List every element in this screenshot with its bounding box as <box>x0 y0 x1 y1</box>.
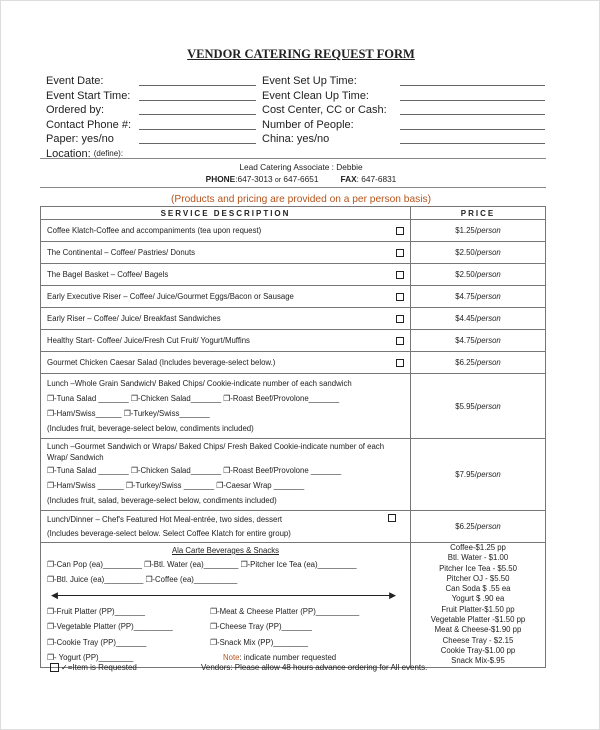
alacarte-price: Pitcher Ice Tea - $5.50 <box>439 563 517 573</box>
field-input[interactable] <box>400 132 545 144</box>
field-input[interactable] <box>400 89 545 101</box>
price-cell: $7.95/person <box>411 439 546 511</box>
alacarte-price: Fruit Platter-$1.50 pp <box>441 604 515 614</box>
snack-item[interactable]: ❐-Fruit Platter (PP)_______ <box>47 606 145 616</box>
or-text: or <box>274 177 282 184</box>
alacarte-price: Snack Mix-$.95 <box>451 656 505 666</box>
price-cell: $5.95/person <box>411 374 546 439</box>
select-checkbox[interactable] <box>396 249 404 257</box>
alacarte-price: Pitcher OJ - $5.50 <box>446 573 510 583</box>
alacarte-price: Cookie Tray-$1.00 pp <box>440 645 516 655</box>
field-label: China: yes/no <box>262 133 330 146</box>
snack-item[interactable]: ❐- Yogurt (PP)________ <box>47 653 134 663</box>
beverage-line[interactable]: ❐-Can Pop (ea)_________ ❐-Btl. Water (ea)________ ❐-Pitcher Ice Tea (ea)_________ <box>47 559 357 569</box>
divider <box>40 158 546 159</box>
lunch-line[interactable]: ❐-Ham/Swiss______ ❐-Turkey/Swiss_______ <box>47 409 210 418</box>
service-name: The Bagel Basket – Coffee/ Bagels <box>47 270 169 279</box>
price-cell: $4.45/person <box>411 308 546 330</box>
select-checkbox[interactable] <box>396 315 404 323</box>
field-label: Event Clean Up Time: <box>262 89 369 102</box>
phone: :647-3013 <box>235 174 275 184</box>
lunch-line[interactable]: Lunch –Gourmet Sandwich or Wraps/ Baked Chips/ Fresh Baked Cookie-indicate number of each Wrap/ Sandwich <box>47 442 385 462</box>
field-row <box>46 132 545 147</box>
field-input[interactable] <box>139 118 256 130</box>
form-title: VENDOR CATERING REQUEST FORM <box>187 47 415 61</box>
contact-info <box>1 161 600 187</box>
field-row <box>46 118 545 133</box>
lunch-line[interactable]: (Includes fruit, beverage-select below, condiments included) <box>47 424 254 433</box>
beverage-line[interactable]: ❐-Btl. Juice (ea)_________ ❐-Coffee (ea)__________ <box>47 575 238 585</box>
table-row <box>41 242 546 264</box>
field-label: Event Date: <box>46 75 104 87</box>
field-input[interactable] <box>400 103 545 115</box>
lunch-line[interactable]: ❐-Tuna Salad _______ ❐-Chicken Salad_______ ❐-Roast Beef/Provolone _______ <box>47 466 342 475</box>
price-cell: $4.75/person <box>411 330 546 352</box>
field-input[interactable] <box>400 118 545 130</box>
lead-associate: Lead Catering Associate : Debbie <box>239 162 363 172</box>
price-cell: $6.25/person <box>411 511 546 543</box>
table-row <box>41 330 546 352</box>
service-name: The Continental – Coffee/ Pastries/ Donuts <box>47 248 196 257</box>
arrow-icon: ◀ ▶ <box>51 589 396 600</box>
header-price: PRICE <box>411 207 546 220</box>
alacarte-price: Yogurt $ .90 ea <box>451 594 505 604</box>
service-name: Coffee Klatch-Coffee and accompaniments (tea upon request) <box>47 226 262 235</box>
lunch-line[interactable]: ❐-Tuna Salad _______ ❐-Chicken Salad_______ ❐-Roast Beef/Provolone_______ <box>47 394 340 403</box>
snack-item[interactable]: ❐-Cheese Tray (PP)_______ <box>210 622 312 632</box>
field-label: Paper: yes/no <box>46 133 114 146</box>
lunch-line[interactable]: Lunch –Whole Grain Sandwich/ Baked Chips/ Cookie-indicate number of each sandwich <box>47 379 352 388</box>
alacarte-title: Ala Carte Beverages & Snacks <box>171 545 280 555</box>
snack-item[interactable]: ❐-Snack Mix (PP)________ <box>210 637 308 647</box>
service-name: Lunch/Dinner – Chef's Featured Hot Meal-entrée, two sides, dessert <box>47 514 283 524</box>
field-input[interactable] <box>400 74 545 86</box>
alacarte-price: Cheese Tray - $2.15 <box>442 635 514 645</box>
price-cell: $6.25/person <box>411 352 546 374</box>
location-label: Location: <box>46 147 91 160</box>
legend-text: ✓=Item is Requested <box>61 663 137 672</box>
header-description: SERVICE DESCRIPTION <box>41 207 411 220</box>
field-row <box>46 103 545 118</box>
table-row <box>41 374 546 439</box>
alacarte-price: Meat & Cheese-$1.90 pp <box>434 625 522 635</box>
price-cell: $2.50/person <box>411 264 546 286</box>
table-row <box>41 511 546 543</box>
fax: : 647-6831 <box>356 174 397 184</box>
select-checkbox[interactable] <box>388 514 396 522</box>
note-text: : indicate number requested <box>239 653 337 663</box>
footer <box>50 663 427 672</box>
service-name: Early Executive Riser – Coffee/ Juice/Gourmet Eggs/Bacon or Sausage <box>47 292 294 301</box>
service-detail: (Includes beverage-select below. Select Coffee Klatch for entire group) <box>47 528 291 538</box>
lunch-line[interactable]: (Includes fruit, salad, beverage-select below, condiments included) <box>47 496 277 505</box>
price-cell: $4.75/person <box>411 286 546 308</box>
field-label: Cost Center, CC or Cash: <box>262 104 387 117</box>
field-label: Contact Phone #: <box>46 118 132 131</box>
service-name: Early Riser – Coffee/ Juice/ Breakfast Sandwiches <box>47 314 221 323</box>
field-input[interactable] <box>139 89 256 101</box>
alacarte-price: Btl. Water - $1.00 <box>447 553 509 563</box>
select-checkbox[interactable] <box>396 359 404 367</box>
snack-item[interactable]: ❐-Vegetable Platter (PP)_________ <box>47 622 173 632</box>
table-row <box>41 264 546 286</box>
price-cell: $2.50/person <box>411 242 546 264</box>
select-checkbox[interactable] <box>396 337 404 345</box>
field-input[interactable] <box>139 74 256 86</box>
field-label: Event Set Up Time: <box>262 75 357 87</box>
table-row <box>41 308 546 330</box>
table-row <box>41 439 546 511</box>
field-row <box>46 74 545 89</box>
price-cell: $1.25/person <box>411 220 546 242</box>
table-row <box>41 352 546 374</box>
snack-item[interactable]: ❐-Meat & Cheese Platter (PP)__________ <box>210 606 360 616</box>
phone-label: PHONE <box>205 174 236 184</box>
alacarte-price: Vegetable Platter -$1.50 pp <box>430 615 526 625</box>
select-checkbox[interactable] <box>396 293 404 301</box>
event-fields <box>46 74 545 162</box>
alacarte-price: Coffee-$1.25 pp <box>450 543 506 552</box>
service-name: Healthy Start- Coffee/ Juice/Fresh Cut Fruit/ Yogurt/Muffins <box>47 336 250 345</box>
lunch-line[interactable]: ❐-Ham/Swiss ______ ❐-Turkey/Swiss _______ ❐-Caesar Wrap _______ <box>47 481 305 490</box>
legend-checkbox-icon <box>50 663 59 672</box>
table-row <box>41 543 546 668</box>
snack-item[interactable]: ❐-Cookie Tray (PP)_______ <box>47 637 147 647</box>
table-row <box>41 220 546 242</box>
phone2: 647-6651 <box>281 174 319 184</box>
field-input[interactable] <box>139 132 256 144</box>
select-checkbox[interactable] <box>396 271 404 279</box>
field-row <box>46 89 545 104</box>
select-checkbox[interactable] <box>396 227 404 235</box>
table-row <box>41 286 546 308</box>
vendors-note: Vendors: Please allow 48 hours advance ordering for All events. <box>201 663 428 672</box>
field-label: Event Start Time: <box>46 89 131 102</box>
service-name: Gourmet Chicken Caesar Salad (Includes beverage-select below.) <box>47 358 276 367</box>
fax-label: FAX <box>340 174 357 184</box>
field-label: Number of People: <box>262 118 354 131</box>
pricing-note: (Products and pricing are provided on a per person basis) <box>171 194 431 205</box>
field-label: Ordered by: <box>46 104 105 117</box>
alacarte-price: Can Soda $ .55 ea <box>445 584 511 594</box>
field-input[interactable] <box>139 103 256 115</box>
location-hint: (define): <box>93 148 124 158</box>
note-label: Note <box>223 653 240 663</box>
divider <box>40 187 546 188</box>
service-table <box>40 206 546 668</box>
